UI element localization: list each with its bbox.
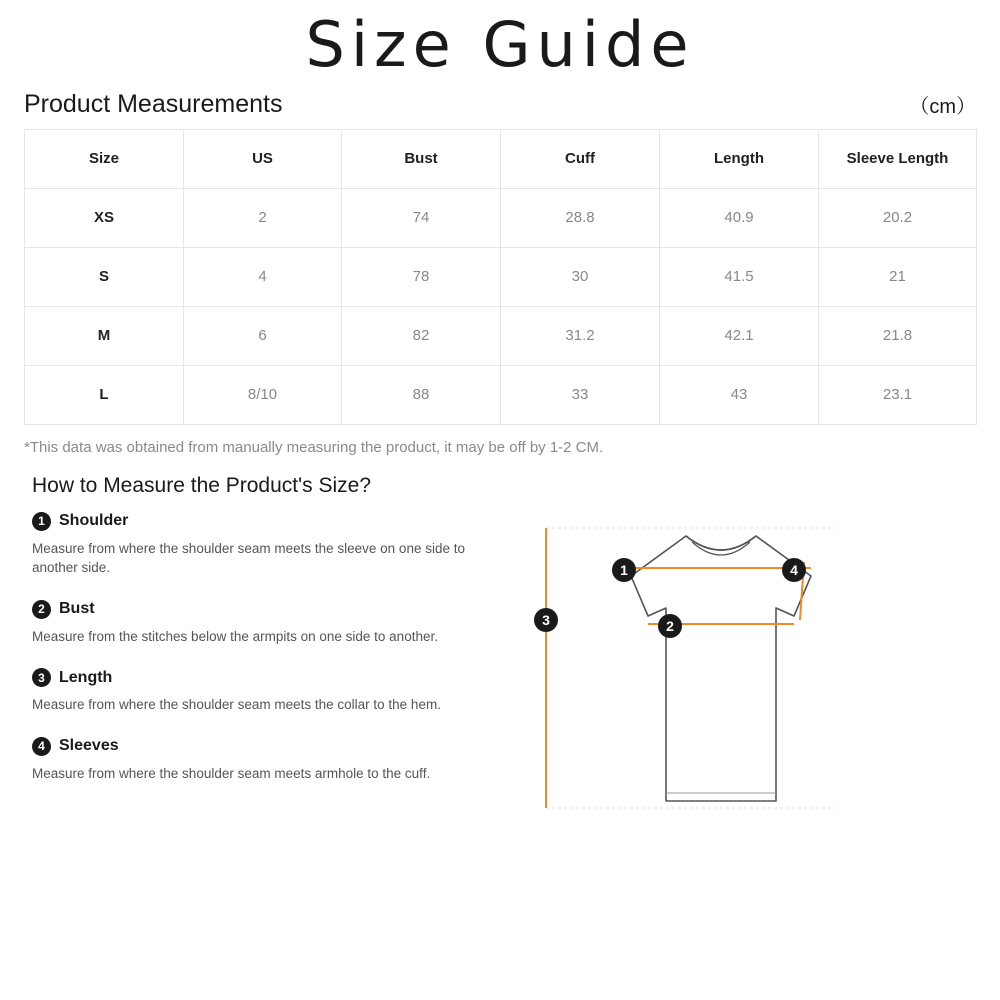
cell-size: XS: [25, 188, 184, 247]
column-header: Bust: [342, 129, 501, 188]
cell-size: L: [25, 365, 184, 424]
diagram-column: [526, 512, 976, 836]
step-header: [32, 512, 526, 531]
step-shoulder: [32, 512, 526, 578]
step-header: [32, 668, 526, 687]
step-label: Bust: [59, 600, 95, 618]
column-header: Length: [660, 129, 819, 188]
step-description: Measure from where the shoulder seam meets armhole to the cuff.: [32, 765, 431, 781]
product-measurements-header: [0, 84, 1000, 119]
size-table-container: [0, 129, 1000, 425]
product-measurements-label: Product Measurements: [24, 89, 283, 118]
cell-cuff: 31.2: [501, 306, 660, 365]
cell-us: 6: [184, 306, 342, 365]
unit-label: （cm）: [909, 95, 976, 118]
cell-us: 8/10: [184, 365, 342, 424]
step-sleeves: [32, 737, 526, 784]
size-table: [24, 129, 977, 425]
page-title: Size Guide: [305, 8, 695, 81]
cell-cuff: 28.8: [501, 188, 660, 247]
step-number-badge: 1: [32, 512, 51, 531]
step-description: Measure from where the shoulder seam meets the sleeve on one side to another side.: [32, 540, 465, 576]
cell-cuff: 33: [501, 365, 660, 424]
cell-cuff: 30: [501, 247, 660, 306]
step-header: [32, 600, 526, 619]
steps-list: [32, 512, 526, 836]
how-to-measure-heading: How to Measure the Product's Size?: [32, 473, 372, 497]
step-label: Length: [59, 668, 113, 686]
step-length: [32, 668, 526, 715]
cell-length: 41.5: [660, 247, 819, 306]
cell-sleeve-length: 21.8: [819, 306, 977, 365]
cell-sleeve-length: 20.2: [819, 188, 977, 247]
cell-bust: 88: [342, 365, 501, 424]
cell-length: 40.9: [660, 188, 819, 247]
table-row: [25, 247, 977, 306]
cell-length: 43: [660, 365, 819, 424]
how-to-measure-content: [0, 498, 1000, 836]
marker-shoulder: 1: [612, 558, 636, 582]
cell-sleeve-length: 21: [819, 247, 977, 306]
cell-us: 2: [184, 188, 342, 247]
step-header: [32, 737, 526, 756]
table-row: [25, 306, 977, 365]
cell-bust: 78: [342, 247, 501, 306]
table-row: [25, 188, 977, 247]
tshirt-illustration: [536, 516, 976, 836]
table-header-row: [25, 129, 977, 188]
measurement-disclaimer: *This data was obtained from manually measuring the product, it may be off by 1-2 CM.: [24, 438, 604, 456]
cell-us: 4: [184, 247, 342, 306]
cell-bust: 82: [342, 306, 501, 365]
step-label: Sleeves: [59, 737, 119, 755]
tshirt-diagram: [536, 516, 976, 836]
step-label: Shoulder: [59, 512, 129, 529]
marker-sleeves: 4: [782, 558, 806, 582]
cell-size: M: [25, 306, 184, 365]
column-header: US: [184, 129, 342, 188]
marker-length: 3: [534, 608, 558, 632]
step-number-badge: 2: [32, 600, 51, 619]
cell-sleeve-length: 23.1: [819, 365, 977, 424]
step-description: Measure from where the shoulder seam meets the collar to the hem.: [32, 697, 441, 713]
column-header: Sleeve Length: [819, 129, 977, 188]
cell-size: S: [25, 247, 184, 306]
step-number-badge: 4: [32, 737, 51, 756]
cell-length: 42.1: [660, 306, 819, 365]
column-header: Size: [25, 129, 184, 188]
step-bust: [32, 600, 526, 647]
marker-bust: 2: [658, 614, 682, 638]
cell-bust: 74: [342, 188, 501, 247]
table-row: [25, 365, 977, 424]
column-header: Cuff: [501, 129, 660, 188]
step-number-badge: 3: [32, 668, 51, 687]
step-description: Measure from the stitches below the armpits on one side to another.: [32, 628, 438, 644]
